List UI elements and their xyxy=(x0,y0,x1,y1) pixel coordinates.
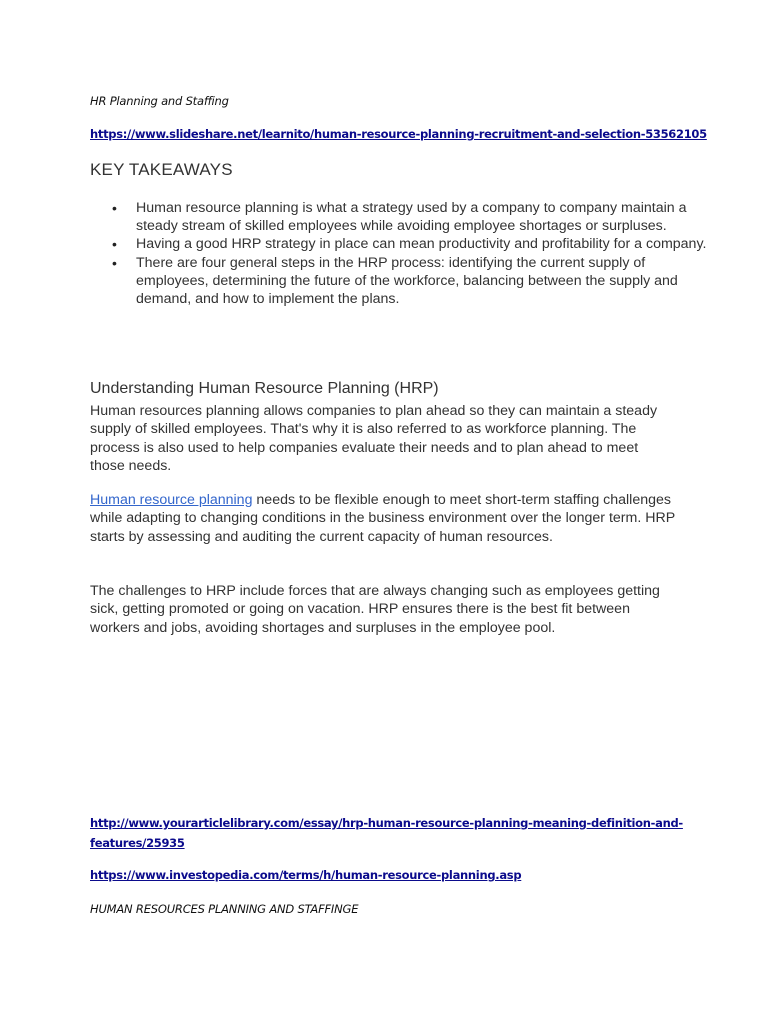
paragraph-challenges: The challenges to HRP include forces that are always changing such as employees getting sick, getting promoted or going on vacation. HRP ensures there is the best fit between workers and jobs, avoiding shortages and surpluses in the employee pool. xyxy=(90,583,660,636)
paragraph-intro: Human resources planning allows companies to plan ahead so they can maintain a steady supply of skilled employees. That's why it is also referred to as workforce planning. The process is also used to help companies evaluate their needs and to plan ahead to meet those needs. xyxy=(90,403,658,474)
bullet-text: Human resource planning is what a strategy used by a company to company maintain a steady stream of skilled employees while avoiding employee shortages or surpluses. xyxy=(136,200,687,235)
bullet-icon: • xyxy=(112,200,117,216)
document-title: HR Planning and Staffing xyxy=(90,94,229,108)
bullet-icon: • xyxy=(112,254,117,271)
bullet-text: There are four general steps in the HRP process: identifying the current supply of employees, determining the future of the workforce, balancing between the supply and demand, and how to implement the plans. xyxy=(136,254,678,308)
paragraph-flexibility xyxy=(90,491,675,546)
human-resource-planning-link[interactable]: Human resource planning xyxy=(90,492,253,508)
list-item xyxy=(112,235,712,253)
yourarticlelibrary-link-continued[interactable]: features/25935 xyxy=(90,836,185,850)
investopedia-link[interactable]: https://www.investopedia.com/terms/h/human-resource-planning.asp xyxy=(90,868,522,882)
list-item xyxy=(112,254,712,309)
bullet-text: Having a good HRP strategy in place can mean productivity and profitability for a company. xyxy=(136,236,707,253)
list-item xyxy=(112,199,712,235)
yourarticlelibrary-link[interactable]: http://www.yourarticlelibrary.com/essay/hrp-human-resource-planning-meaning-definition-and- xyxy=(90,816,683,830)
key-takeaways-list xyxy=(112,199,712,308)
footer-title: HUMAN RESOURCES PLANNING AND STAFFINGE xyxy=(90,902,359,916)
section-heading: Understanding Human Resource Planning (HRP) xyxy=(90,380,439,397)
slideshare-link[interactable]: https://www.slideshare.net/learnito/human-resource-planning-recruitment-and-selection-53562105 xyxy=(90,127,707,141)
bullet-icon: • xyxy=(112,236,117,253)
paragraph-flexibility-text: needs to be flexible enough to meet short-term staffing challenges while adapting to changing conditions in the business environment over the longer term. HRP starts by assessing and auditing the current capacity of human resources. xyxy=(90,492,675,545)
key-takeaways-heading: KEY TAKEAWAYS xyxy=(90,160,233,179)
